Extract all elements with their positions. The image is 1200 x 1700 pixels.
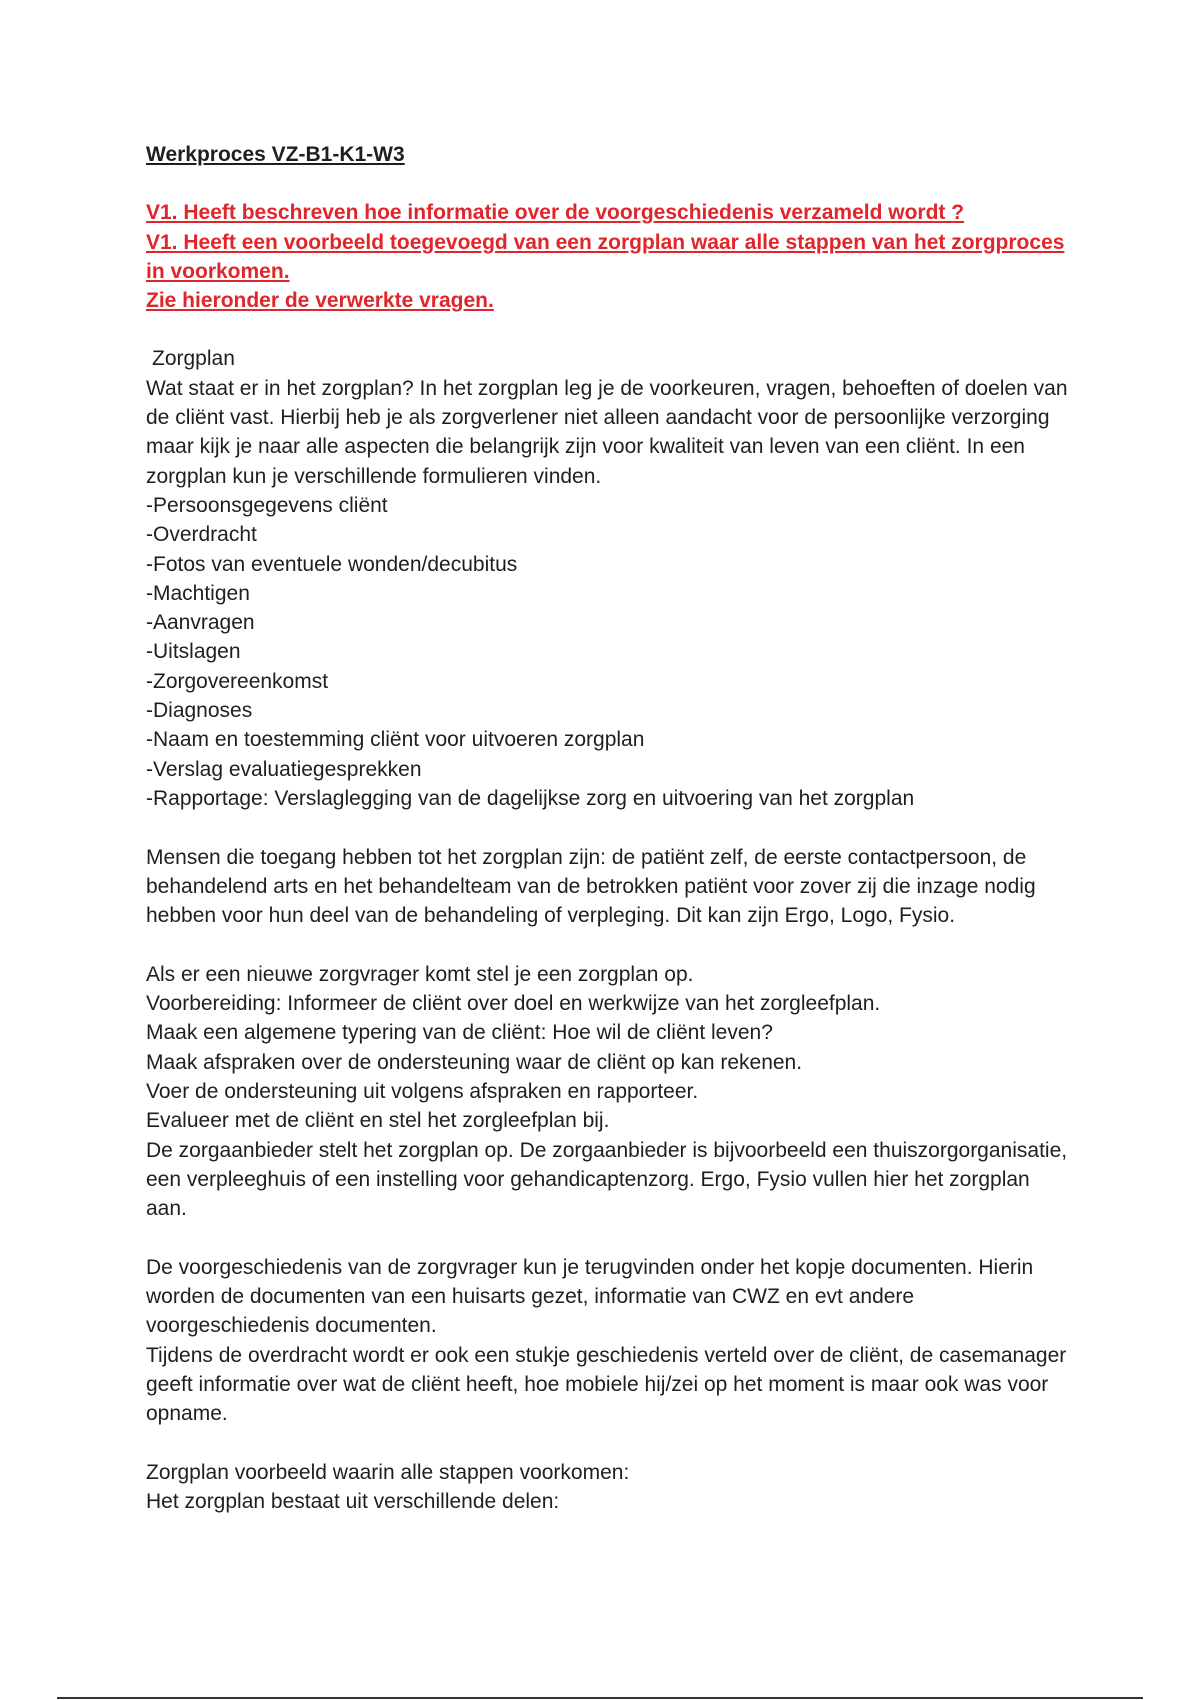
list-item: -Aanvragen <box>146 611 255 635</box>
list-item: -Machtigen <box>146 581 250 605</box>
section-heading: Zorgplan <box>152 347 235 371</box>
spacer <box>146 813 1076 842</box>
list-item: -Naam en toestemming cliënt voor uitvoeren zorgplan <box>146 728 645 752</box>
process-line: Als er een nieuwe zorgvrager komt stel je een zorgplan op. <box>146 962 694 986</box>
list-item: -Rapportage: Verslaglegging van de dagelijkse zorg en uitvoering van het zorgplan <box>146 786 915 810</box>
page-divider <box>57 1697 1143 1699</box>
process-line: Maak een algemene typering van de cliënt: Hoe wil de cliënt leven? <box>146 1021 773 1045</box>
list-item: -Uitslagen <box>146 640 241 664</box>
history-paragraph: De voorgeschiedenis van de zorgvrager kun je terugvinden onder het kopje documenten. Hierin worden de documenten van een huisarts gezet, informatie van CWZ en evt andere voorgeschiedenis documenten. <box>146 1255 1034 1338</box>
feedback-block <box>146 198 1076 315</box>
process-line: Maak afspraken over de ondersteuning waar de cliënt op kan rekenen. <box>146 1050 803 1074</box>
list-item: -Diagnoses <box>146 699 253 723</box>
feedback-line: V1. Heeft een voorbeeld toegevoegd van een zorgplan waar alle stappen van het zorgproces in voorkomen. <box>146 230 1065 283</box>
form-list <box>146 491 1076 813</box>
example-line: Zorgplan voorbeeld waarin alle stappen voorkomen: <box>146 1460 630 1484</box>
spacer <box>146 1223 1076 1252</box>
document-page <box>146 140 1076 1516</box>
example-line: Het zorgplan bestaat uit verschillende delen: <box>146 1490 560 1514</box>
spacer <box>146 1428 1076 1457</box>
list-item: -Fotos van eventuele wonden/decubitus <box>146 552 518 576</box>
list-item: -Verslag evaluatiegesprekken <box>146 757 422 781</box>
process-block <box>146 960 1076 1224</box>
history-paragraph: Tijdens de overdracht wordt er ook een stukje geschiedenis verteld over de cliënt, de casemanager geeft informatie over wat de cliënt heeft, hoe mobiele hij/zei op het moment is maar ook was voor opname. <box>146 1343 1067 1426</box>
feedback-line: V1. Heeft beschreven hoe informatie over de voorgeschiedenis verzameld wordt ? <box>146 201 965 225</box>
process-line: Voer de ondersteuning uit volgens afspraken en rapporteer. <box>146 1079 699 1103</box>
list-item: -Zorgovereenkomst <box>146 669 329 693</box>
process-line: Voorbereiding: Informeer de cliënt over doel en werkwijze van het zorgleefplan. <box>146 992 881 1016</box>
process-line: De zorgaanbieder stelt het zorgplan op. De zorgaanbieder is bijvoorbeeld een thuiszorgorganisatie, een verpleeghuis of een instelling voor gehandicaptenzorg. Ergo, Fysio vullen hier het zorgplan aan. <box>146 1138 1068 1221</box>
process-line: Evalueer met de cliënt en stel het zorgleefplan bij. <box>146 1109 610 1133</box>
intro-paragraph: Wat staat er in het zorgplan? In het zorgplan leg je de voorkeuren, vragen, behoeften of doelen van de cliënt vast. Hierbij heb je als zorgverlener niet alleen aandacht voor de persoonlijke verzorging maar kijk je naar alle aspecten die belangrijk zijn voor kwaliteit van leven van een cliënt. In een zorgplan kun je verschillende formulieren vinden. <box>146 376 1068 488</box>
document-title: Werkproces VZ-B1-K1-W3 <box>146 143 405 166</box>
list-item: -Persoonsgegevens cliënt <box>146 493 388 517</box>
feedback-line: Zie hieronder de verwerkte vragen. <box>146 289 494 313</box>
spacer <box>146 930 1076 959</box>
list-item: -Overdracht <box>146 523 257 547</box>
access-paragraph: Mensen die toegang hebben tot het zorgplan zijn: de patiënt zelf, de eerste contactpersoon, de behandelend arts en het behandelteam van de betrokken patiënt voor zover zij die inzage nodig hebben voor hun deel van de behandeling of verpleging. Dit kan zijn Ergo, Logo, Fysio. <box>146 845 1036 928</box>
